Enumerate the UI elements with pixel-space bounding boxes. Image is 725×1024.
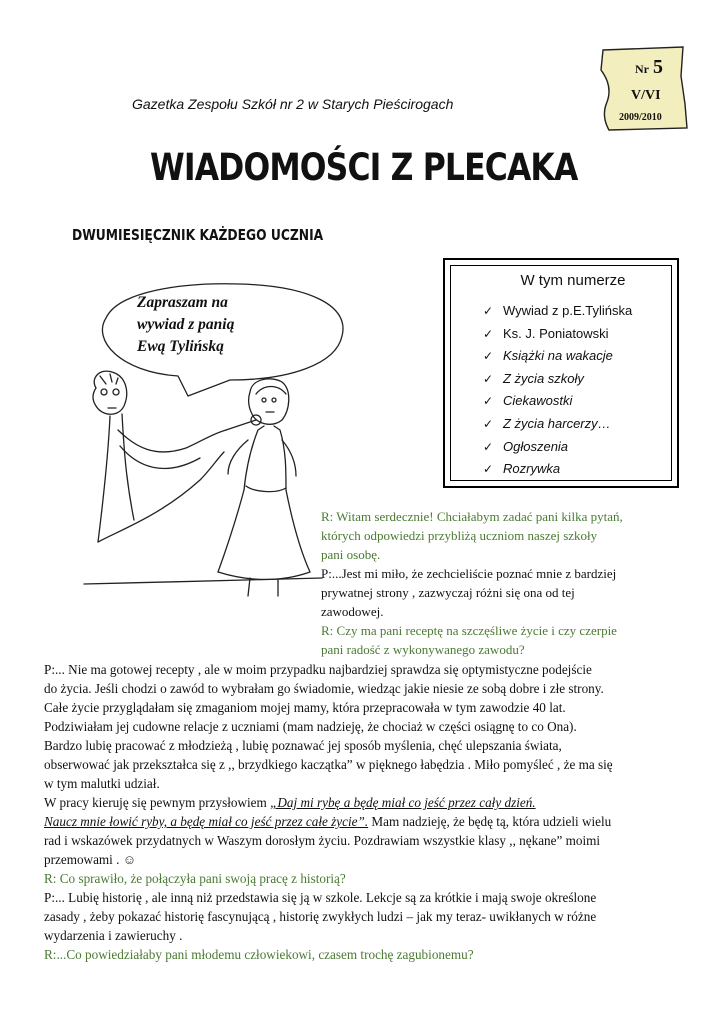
newspaper-title: WIADOMOŚCI Z PLECAKA bbox=[150, 146, 578, 189]
answer-line: zawodowej. bbox=[321, 604, 384, 619]
checkmark-icon: ✓ bbox=[483, 416, 494, 431]
answer-line: Podziwiałam jej cudowne relacje z uczniami (mam nadzieję, że chociaż w części osiągnę to co Ona). bbox=[44, 719, 577, 734]
contents-item: ✓ Ks. J. Poniatowski bbox=[483, 323, 632, 346]
question-line: pani radość z wykonywanego zawodu? bbox=[321, 642, 525, 657]
checkmark-icon: ✓ bbox=[483, 462, 494, 477]
issue-note bbox=[597, 46, 689, 132]
issue-class-label: V/VI bbox=[631, 88, 661, 103]
contents-item: ✓ Wywiad z p.E.Tylińska bbox=[483, 300, 632, 323]
question-line: R: Witam serdecznie! Chciałabym zadać pani kilka pytań, bbox=[321, 509, 623, 524]
question-line: R: Czy ma pani receptę na szczęśliwe życie i czy czerpie bbox=[321, 623, 617, 638]
speech-bubble-line: Ewą Tylińską bbox=[137, 338, 224, 355]
contents-item: ✓ Książki na wakacje bbox=[483, 345, 632, 368]
contents-item: ✓ Z życia harcerzy… bbox=[483, 413, 632, 436]
answer-line: P:...Jest mi miło, że zechcieliście poznać mnie z bardziej bbox=[321, 566, 617, 581]
answer-line: Bardzo lubię pracować z młodzieżą , lubię poznawać jej sposób myślenia, chęć ulepszania świata, bbox=[44, 738, 562, 753]
contents-item: ✓ Ogłoszenia bbox=[483, 436, 632, 459]
answer-line: przemowami . ☺ bbox=[44, 852, 137, 867]
motto-line: W pracy kieruję się pewnym przysłowiem „Daj mi rybę a będę miał co jeść przez cały dzień. bbox=[44, 795, 536, 810]
checkmark-icon: ✓ bbox=[483, 326, 494, 341]
contents-box-title: W tym numerze bbox=[520, 272, 626, 289]
motto-quote: Naucz mnie łowić ryby, a będę miał co jeść przez całe życie”. bbox=[44, 814, 369, 829]
question-line: których odpowiedzi przybliżą uczniom naszej szkoły bbox=[321, 528, 598, 543]
issue-year: 2009/2010 bbox=[619, 112, 662, 123]
checkmark-icon: ✓ bbox=[483, 439, 494, 454]
checkmark-icon: ✓ bbox=[483, 371, 494, 386]
contents-item: ✓ Z życia szkoły bbox=[483, 368, 632, 391]
answer-line: zasady , żeby pokazać historię fascynującą , historię zwykłych ludzi – jak my teraz- uwikłanych w różne bbox=[44, 909, 597, 924]
issue-number-label: Nr bbox=[635, 62, 649, 76]
motto-quote: „Daj mi rybę a będę miał co jeść przez cały dzień. bbox=[270, 795, 536, 810]
ground-line bbox=[84, 578, 322, 584]
checkmark-icon: ✓ bbox=[483, 394, 494, 409]
motto-line: Naucz mnie łowić ryby, a będę miał co jeść przez całe życie”. Mam nadzieję, że będę tą, która udzieli wielu bbox=[44, 814, 612, 829]
speech-bubble-line: wywiad z panią bbox=[137, 316, 235, 333]
interviewee-body bbox=[244, 426, 286, 490]
answer-line: w tym malutki udział. bbox=[44, 776, 160, 791]
contents-item: ✓ Ciekawostki bbox=[483, 390, 632, 413]
interviewee-head bbox=[249, 379, 289, 424]
checkmark-icon: ✓ bbox=[483, 304, 494, 318]
newspaper-subtitle: Gazetka Zespołu Szkół nr 2 w Starych Pieścirogach bbox=[132, 96, 454, 112]
answer-line: rad i wskazówek przydatnych w Waszym dorosłym życiu. Pozdrawiam wszystkie klasy ,, nękane” moimi bbox=[44, 833, 601, 848]
contents-list bbox=[483, 300, 632, 481]
answer-line: P:... Nie ma gotowej recepty , ale w moim przypadku najbardziej sprawdza się optymistyczne podejście bbox=[44, 662, 592, 677]
answer-line: do życia. Jeśli chodzi o zawód to wybrałam go świadomie, wiedząc jakie niesie ze sobą dobre i złe strony. bbox=[44, 681, 604, 696]
question-line: R: Co sprawiło, że połączyła pani swoją pracę z historią? bbox=[44, 871, 346, 886]
question-line: R:...Co powiedziałaby pani młodemu człowiekowi, czasem trochę zagubionemu? bbox=[44, 947, 474, 962]
contents-item: ✓ Rozrywka bbox=[483, 458, 632, 481]
checkmark-icon: ✓ bbox=[483, 349, 494, 364]
answer-line: wydarzenia i zawieruchy . bbox=[44, 928, 183, 943]
answer-line: obserwować jak przekształca się z ,, brzydkiego kaczątka” w pięknego łabędzia . Miło pomyśleć , że ma się bbox=[44, 757, 613, 772]
answer-line: P:... Lubię historię , ale inną niż przedstawia się ją w szkole. Lekcje są za krótkie i mają swoje określone bbox=[44, 890, 597, 905]
question-line: pani osobę. bbox=[321, 547, 381, 562]
interview-column bbox=[321, 507, 701, 659]
interviewer-body bbox=[98, 414, 134, 542]
answer-line: Całe życie przyglądałam się zmaganiom mojej mamy, która przepracowała w tym zawodzie 40 lat. bbox=[44, 700, 566, 715]
newspaper-tagline: DWUMIESIĘCZNIK KAŻDEGO UCZNIA bbox=[72, 226, 324, 244]
speech-bubble-line: Zapraszam na bbox=[137, 294, 228, 311]
contents-box bbox=[443, 258, 679, 488]
issue-number-value: 5 bbox=[653, 56, 663, 78]
speech-bubble-text bbox=[137, 292, 234, 358]
interview-body bbox=[44, 660, 706, 964]
answer-line: prywatnej strony , zazwyczaj różni się ona od tej bbox=[321, 585, 575, 600]
